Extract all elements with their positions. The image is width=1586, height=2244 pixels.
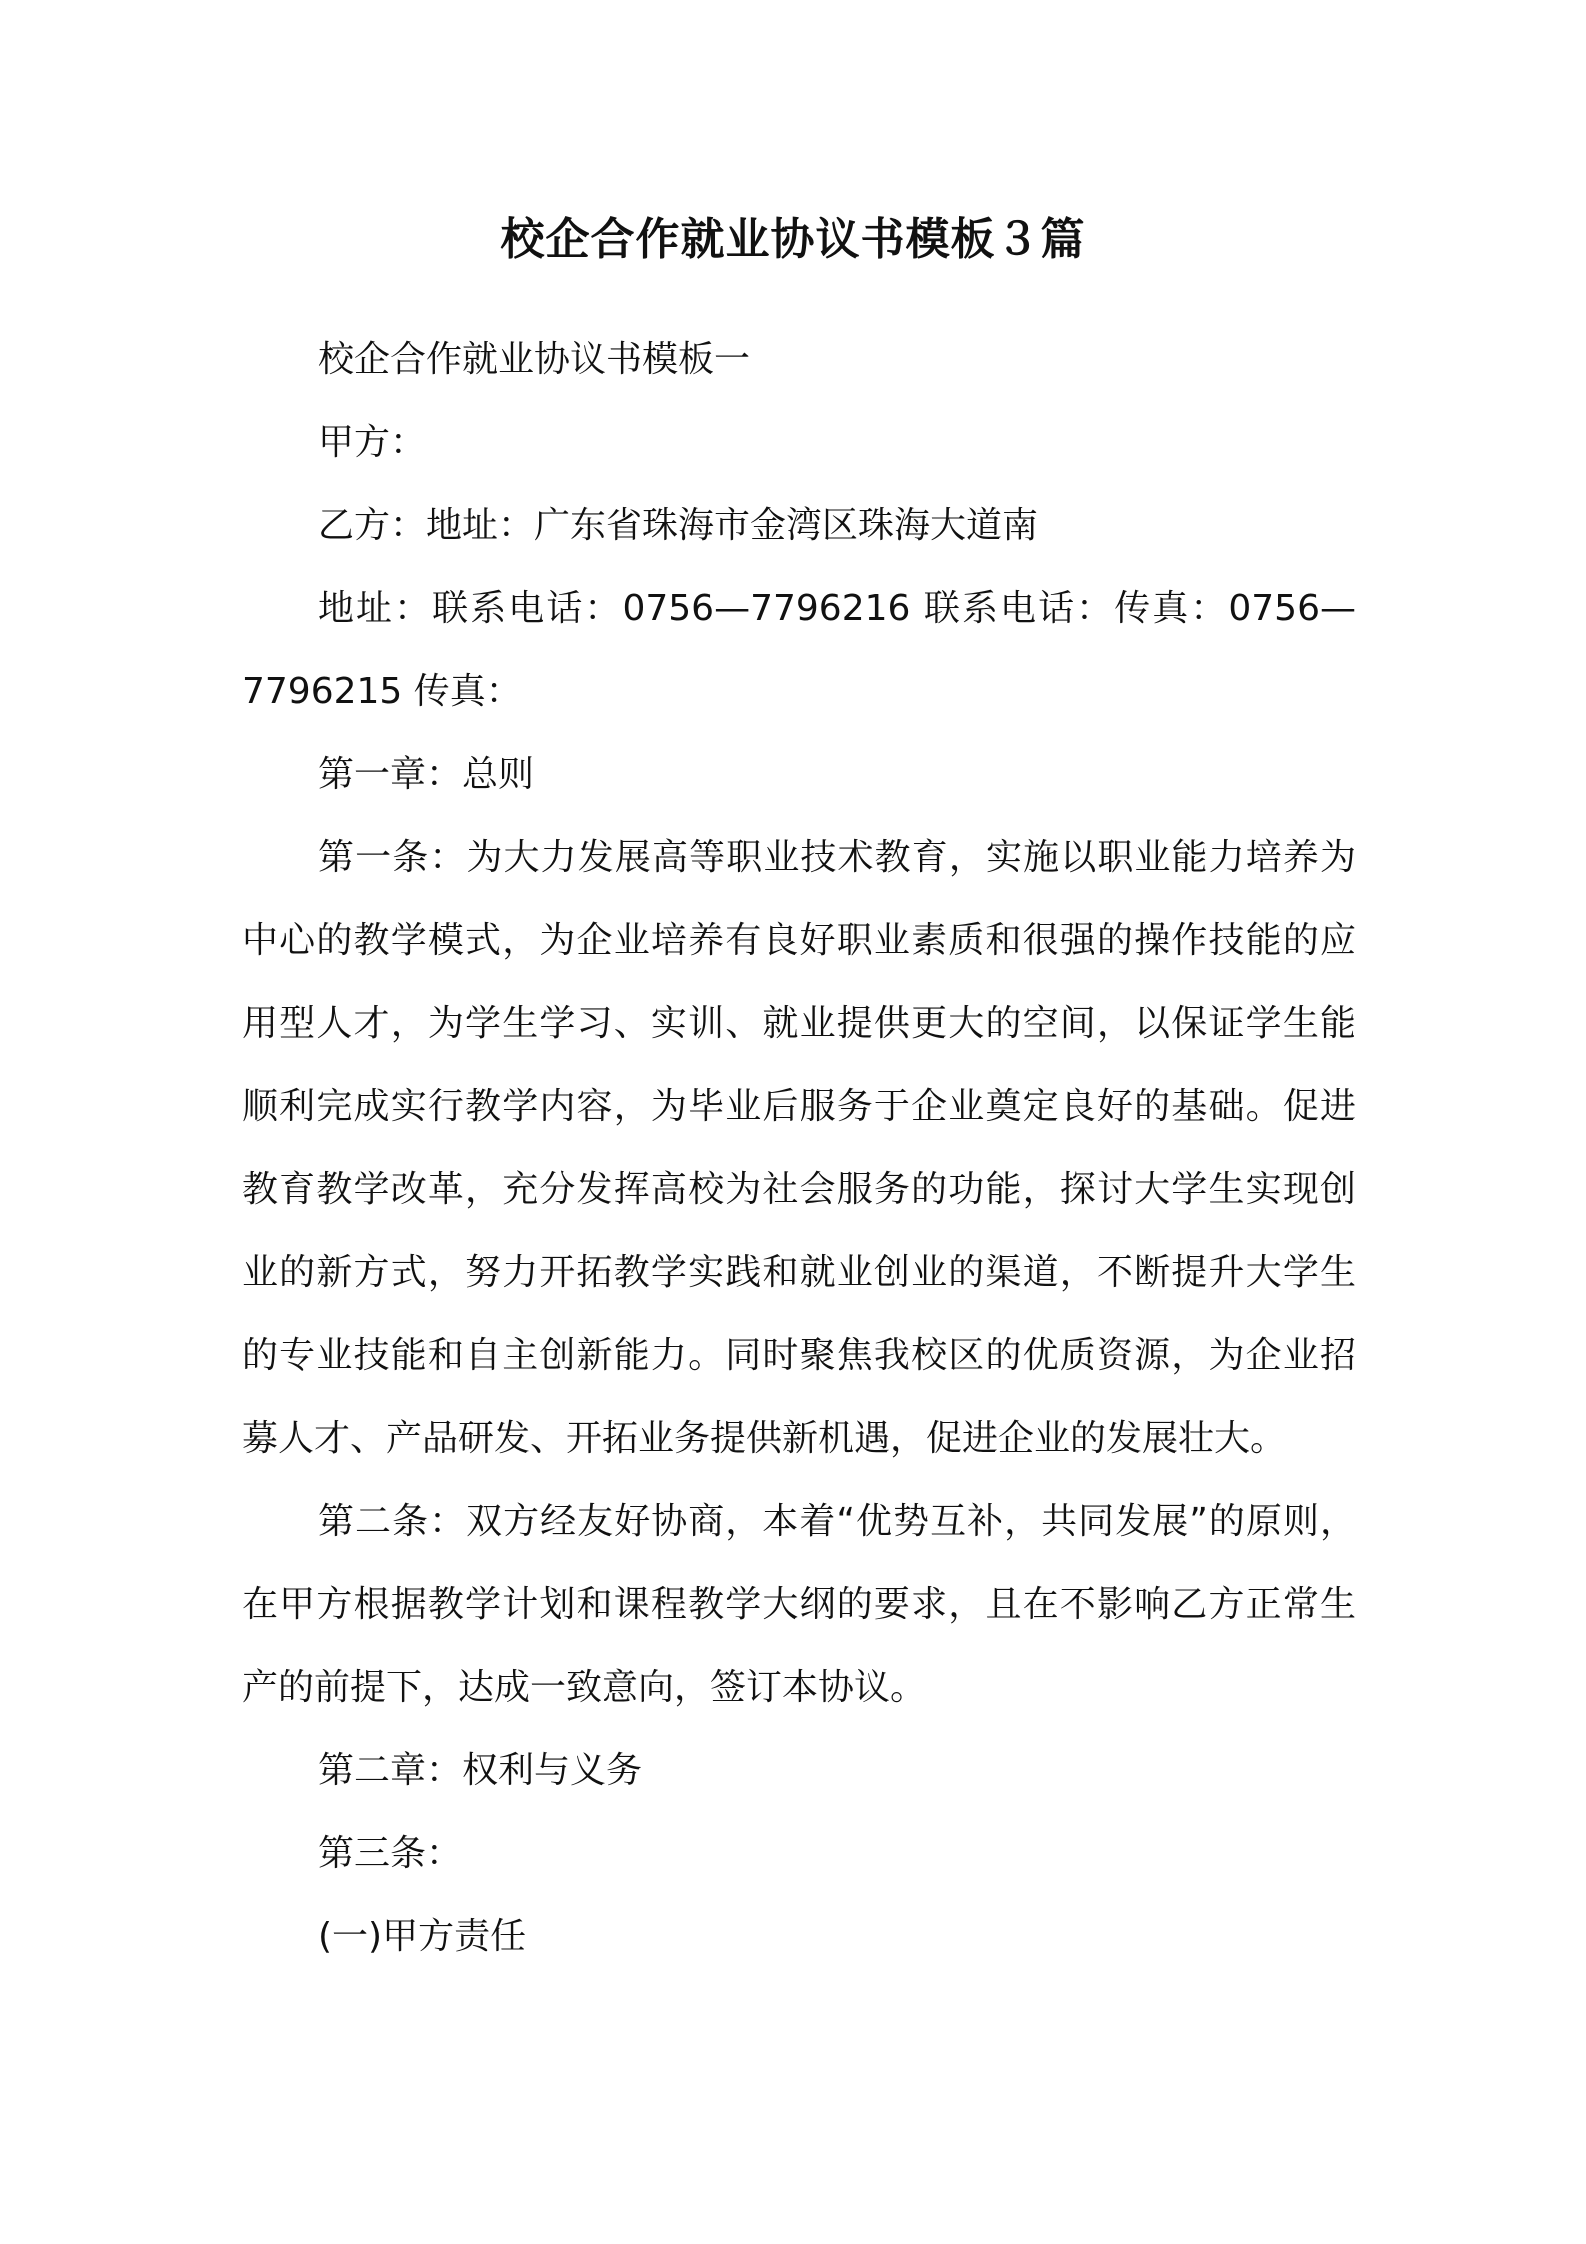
- article-one: 第一条：为大力发展高等职业技术教育，实施以职业能力培养为中心的教学模式，为企业培养有良好职业素质和很强的操作技能的应用型人才，为学生学习、实训、就业提供更大的空间，以保证学生能顺利完成实行教学内容，为毕业后服务于企业奠定良好的基础。促进教育教学改革，充分发挥高校为社会服务的功能，探讨大学生实现创业的新方式，努力开拓教学实践和就业创业的渠道，不断提升大学生的专业技能和自主创新能力。同时聚焦我校区的优质资源，为企业招募人才、产品研发、开拓业务提供新机遇，促进企业的发展壮大。: [242, 837, 1356, 1459]
- document-body: [242, 318, 1356, 1978]
- article-two: 第二条：双方经友好协商，本着“优势互补，共同发展”的原则，在甲方根据教学计划和课程教学大纲的要求，且在不影响乙方正常生产的前提下，达成一致意向，签订本协议。: [242, 1501, 1356, 1708]
- paragraph-party-a: 甲方：: [318, 422, 427, 463]
- paragraph-contact-info: 地址：联系电话：0756—7796216 联系电话：传真：0756—7796215 传真：: [242, 588, 1356, 712]
- article-three: 第三条：: [318, 1833, 463, 1874]
- paragraph-template-heading: 校企合作就业协议书模板一: [318, 339, 751, 380]
- paragraph-party-b-address: 乙方：地址：广东省珠海市金湾区珠海大道南: [318, 505, 1039, 546]
- chapter-two-heading: 第二章：权利与义务: [318, 1750, 643, 1791]
- chapter-one-heading: 第一章：总则: [318, 754, 535, 795]
- document-title: 校企合作就业协议书模板３篇: [500, 214, 1086, 265]
- party-a-responsibility-heading: (一)甲方责任: [318, 1916, 527, 1957]
